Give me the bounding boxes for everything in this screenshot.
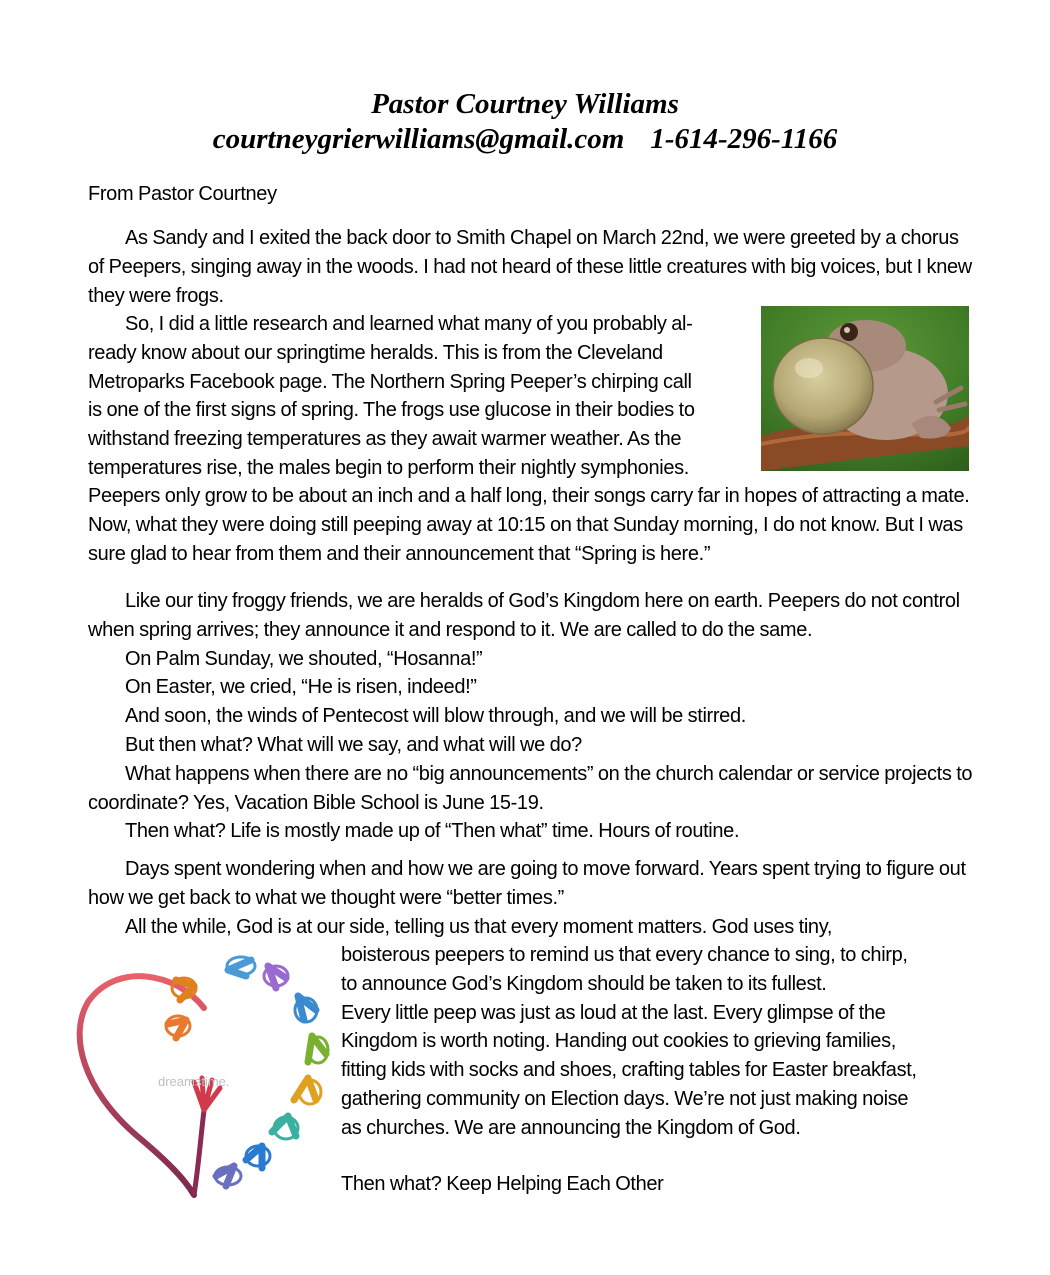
paragraph-10: Days spent wondering when and how we are going to move forward. Years spent trying to figure out how we get back to what we thought were “better times.” [88, 858, 966, 909]
p2-line: So, I did a little research and learned what many of you probably al- [125, 313, 693, 335]
right-line: Kingdom is worth noting. Handing out cookies to grieving families, [341, 1030, 896, 1053]
contact-line [0, 123, 1050, 156]
paragraph-11: All the while, God is at our side, telling us that every moment matters. God uses tiny, [125, 915, 833, 938]
heart-of-hands-icon [76, 950, 338, 1202]
frog-icon [761, 306, 969, 471]
paragraph-8: What happens when there are no “big announcements” on the church calendar or service projects to coordinate? Yes, Vacation Bible School is June 15-19. [88, 762, 973, 814]
right-line: as churches. We are announcing the Kingdom of God. [341, 1116, 801, 1139]
pastor-email: courtneygrierwilliams@gmail.com [212, 123, 625, 155]
paragraph-3: Like our tiny froggy friends, we are heralds of God’s Kingdom here on earth. Peepers do not control when spring arrives; they announce it and respond to it. We are called to do the same. [88, 590, 960, 641]
p2-line: is one of the first signs of spring. The frogs use glucose in their bodies to [88, 399, 695, 422]
paragraph-group-2 [88, 587, 978, 846]
paragraph-6: And soon, the winds of Pentecost will blow through, and we will be stirred. [125, 705, 746, 728]
paragraph-group-3 [88, 855, 978, 941]
p2-line: temperatures rise, the males begin to perform their nightly symphonies. [88, 456, 689, 479]
right-line: boisterous peepers to remind us that every chance to sing, to chirp, [341, 944, 908, 966]
p2-line: Metroparks Facebook page. The Northern Spring Peeper’s chirping call [88, 370, 692, 393]
greeting: From Pastor Courtney [88, 183, 277, 205]
paragraph-1-text: As Sandy and I exited the back door to Smith Chapel on March 22nd, we were greeted by a chorus of Peepers, singing away in the woods. I had not heard of these little creatures with big voices, but I knew they were frogs. [88, 227, 972, 307]
paragraph-2 [88, 310, 748, 483]
p2-line: ready know about our springtime heralds. This is from the Cleveland [88, 341, 663, 364]
right-column-text [341, 941, 981, 1143]
right-line: fitting kids with socks and shoes, crafting tables for Easter breakfast, [341, 1059, 917, 1082]
frog-image [761, 306, 969, 471]
paragraph-9: Then what? Life is mostly made up of “Then what” time. Hours of routine. [125, 820, 740, 843]
closing-line: Then what? Keep Helping Each Other [341, 1173, 664, 1195]
heart-image [76, 950, 338, 1202]
paragraph-7: But then what? What will we say, and what will we do? [125, 733, 582, 756]
paragraph-2-cont-text: Peepers only grow to be about an inch and a half long, their songs carry far in hopes of attracting a mate. Now, what they were doing still peeping away at 10:15 on that Sunday morning, I do not know. But I was sure glad to hear from them and their announcement that “Spring is here.” [88, 485, 970, 565]
p2-line: withstand freezing temperatures as they await warmer weather. As the [88, 428, 682, 451]
right-line: to announce God’s Kingdom should be taken to its fullest. [341, 972, 827, 995]
heart-watermark: dreamstime. [158, 1074, 230, 1089]
pastor-phone: 1-614-296-1166 [650, 123, 838, 155]
paragraph-5: On Easter, we cried, “He is risen, indeed!” [125, 676, 477, 699]
paragraph-1 [88, 224, 978, 310]
paragraph-2-continued [88, 482, 978, 568]
right-line: gathering community on Election days. We’re not just making noise [341, 1087, 909, 1110]
pastor-name: Pastor Courtney Williams [371, 88, 679, 120]
right-line: Every little peep was just as loud at the last. Every glimpse of the [341, 1001, 886, 1024]
paragraph-4: On Palm Sunday, we shouted, “Hosanna!” [125, 647, 483, 670]
